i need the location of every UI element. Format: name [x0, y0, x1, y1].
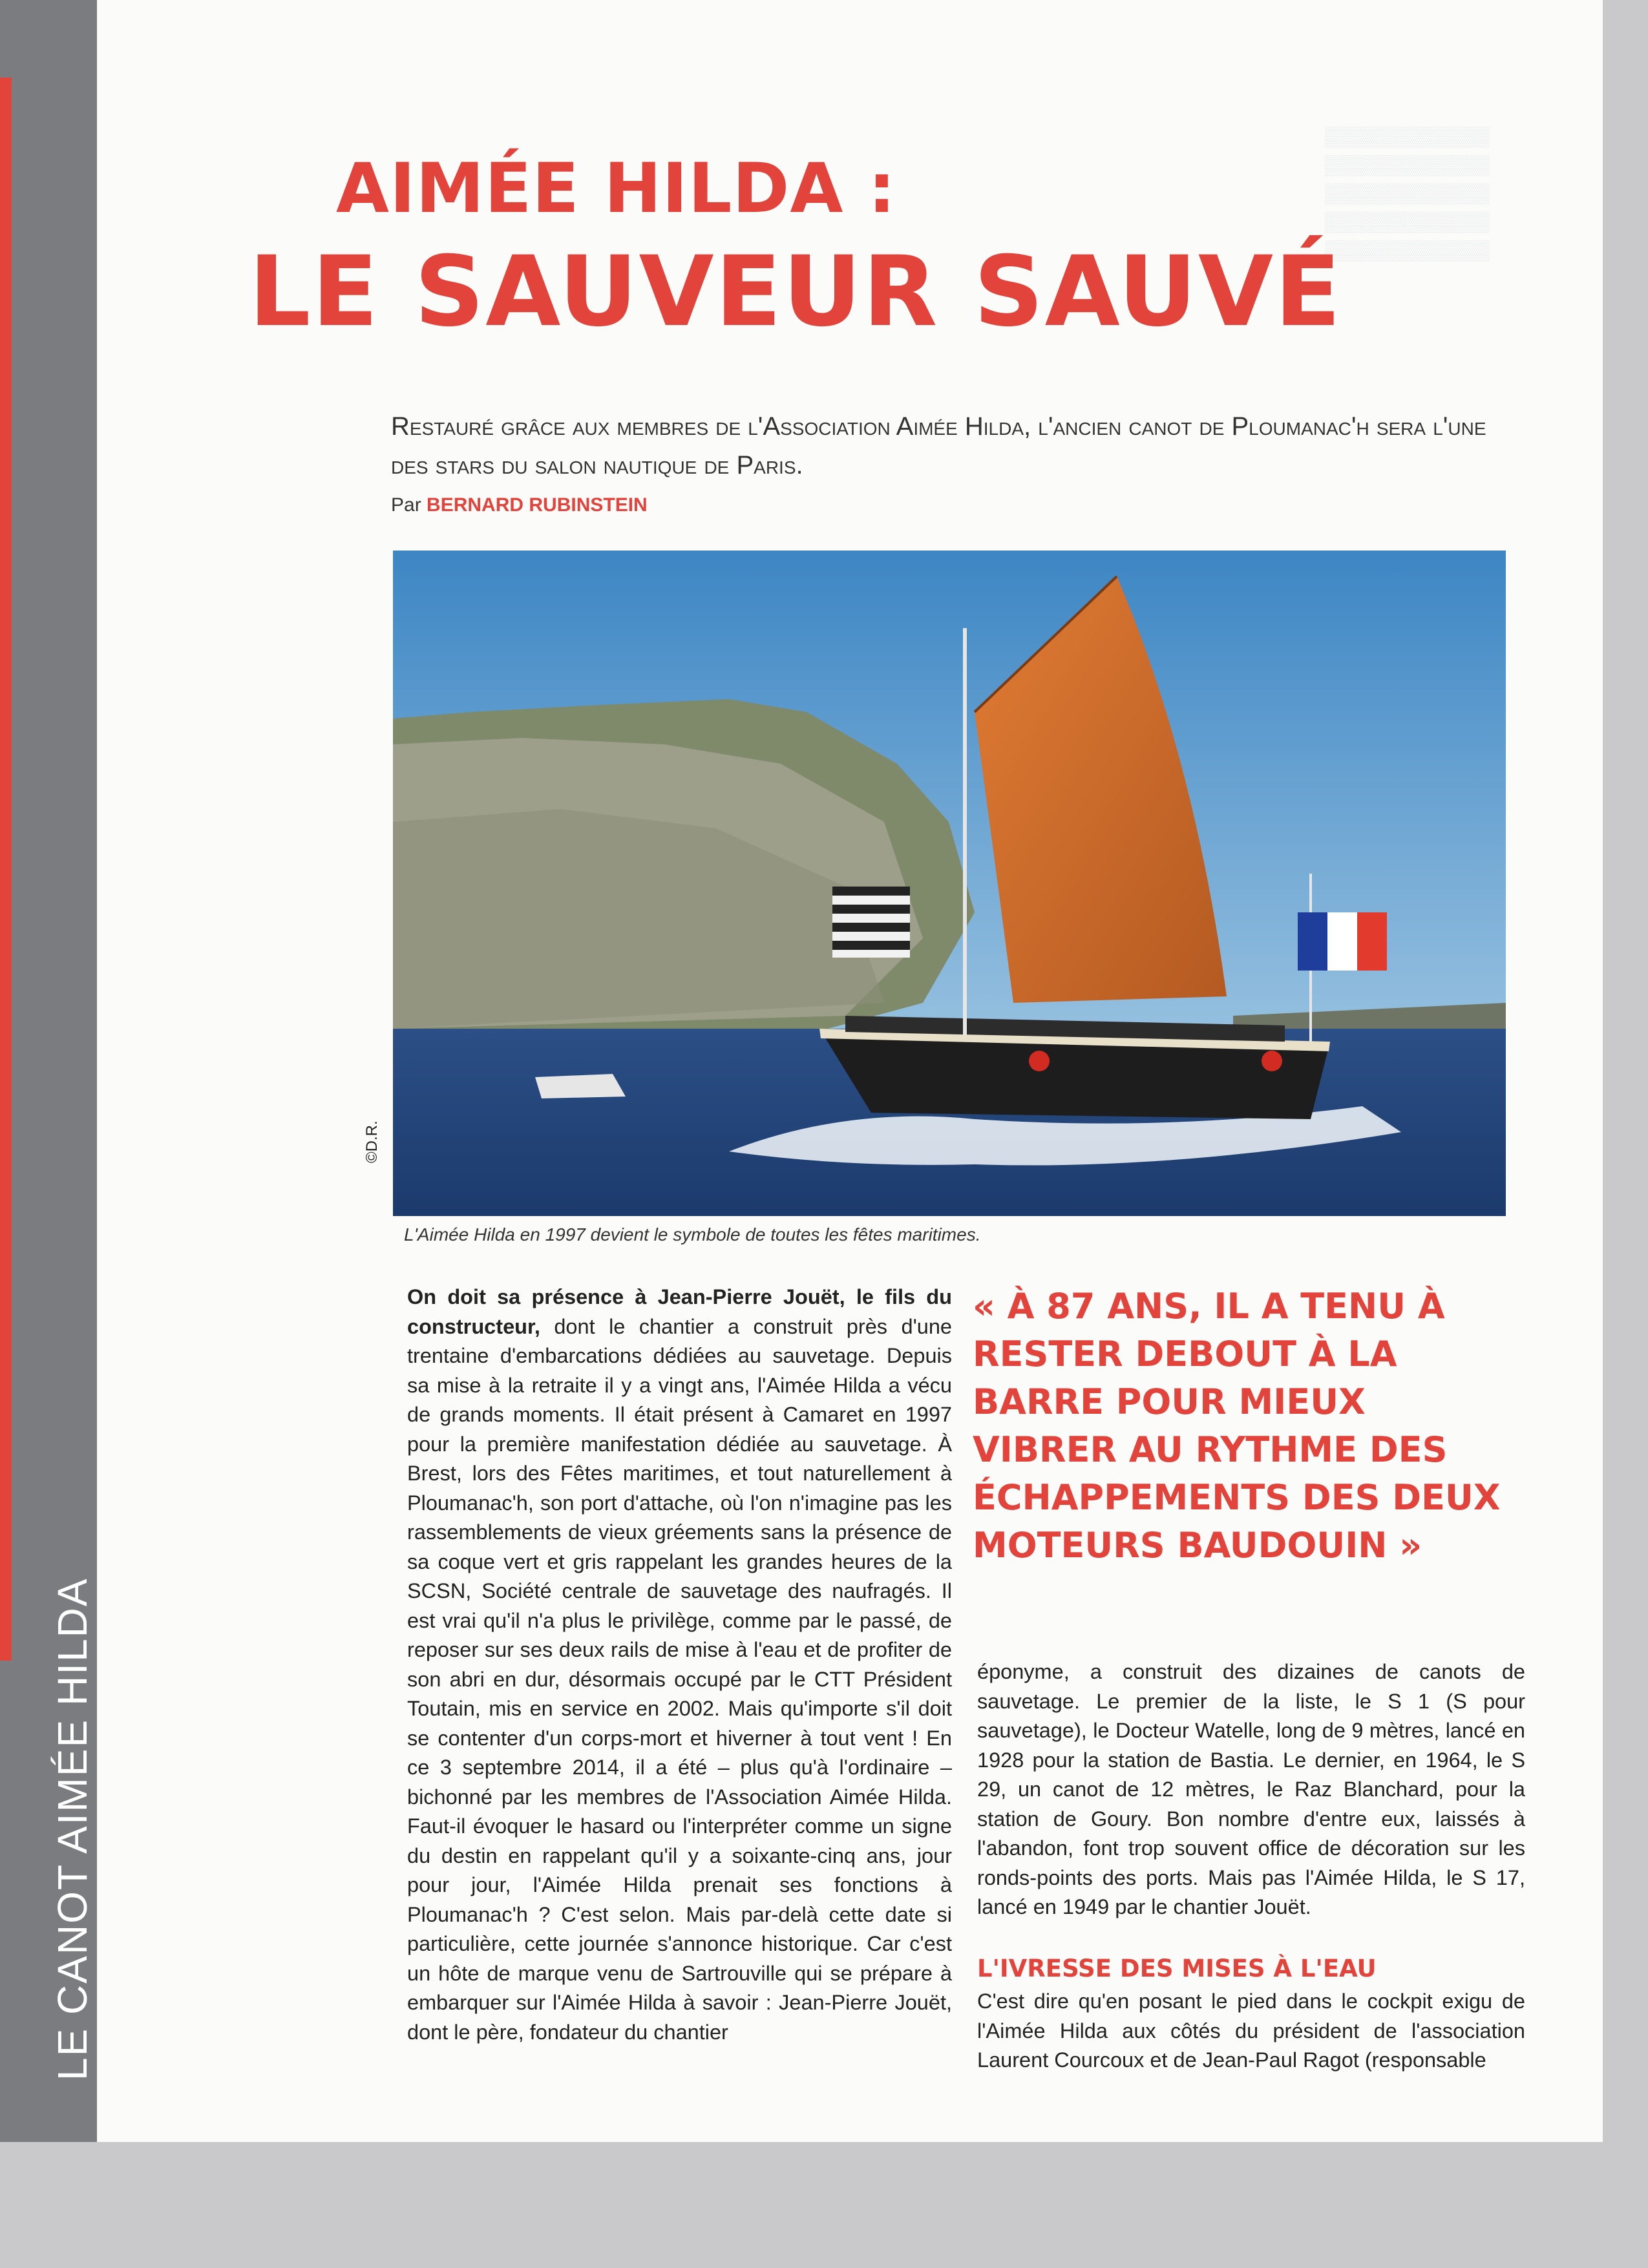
- pull-quote: « À 87 ANS, IL A TENU À RESTER DEBOUT À LA BARRE POUR MIEUX VIBRER AU RYTHME DES ÉCHAPPEMENTS DES DEUX MOTEURS BAUDOUIN »: [973, 1286, 1501, 1566]
- body-text-2: éponyme, a construit des dizaines de canots de sauvetage. Le premier de la liste, le S 1 (S pour sauvetage), le Docteur Watelle, long de 9 mètres, lancé en 1928 pour la station de Bastia. Le dernier, en 1964, le S 29, un canot de 12 mètres, le Raz Blanchard, pour la station de Goury. Bon nombre d'entre eux, laissés à l'abandon, font trop souvent office de décoration sur les ronds-points des ports. Mais pas l'Aimée Hilda, le S 17, lancé en 1949 par le chantier Jouët.: [977, 1660, 1525, 1918]
- sailboat-photo: [393, 551, 1506, 1216]
- byline-prefix: Par: [391, 494, 421, 516]
- byline-author: BERNARD RUBINSTEIN: [427, 494, 648, 516]
- lead-bold: On doit sa présence à Jean-Pierre Jouët, le fils du constructeur,: [407, 1285, 952, 1338]
- accent-tab: [0, 78, 12, 1661]
- section-subhead: L'IVRESSE DES MISES À L'EAU: [977, 1955, 1377, 1982]
- title-line-1: AIMÉE HILDA :: [336, 149, 896, 228]
- body-text-3: C'est dire qu'en posant le pied dans le cockpit exigu de l'Aimée Hilda aux côtés du président de l'association Laurent Courcoux et de Jean-Paul Ragot (responsable: [977, 1990, 1525, 2072]
- body-column-3: [977, 1987, 1525, 2075]
- title-line-2: LE SAUVEUR SAUVÉ: [249, 236, 1342, 348]
- photo-credit: ©D.R.: [363, 1120, 381, 1163]
- body-column-2: [977, 1657, 1525, 1922]
- body-text-1: dont le chantier a construit près d'une trentaine d'embarcations dédiées au sauvetage. Depuis sa mise à la retraite il y a vingt ans, l'Aimée Hilda a vécu de grands moments. Il était présent à Camaret en 1997 pour la première manifestation dédiée au sauvetage. À Brest, lors des Fêtes maritimes, et tout naturellement à Ploumanac'h, son port d'attache, où l'on n'imagine pas les rassemblements de vieux gréements sans la présence de sa coque vert et gris rappelant les grandes heures de la SCSN, Société centrale de sauvetage des naufragés. Il est vrai qu'il n'a plus le privilège, comme par le passé, de reposer sur ses deux rails de mise à l'eau et de profiter de son abri en dur, désormais occupé par le CTT Président Toutain, mis en service en 2002. Mais qu'importe s'il doit se contenter d'un corps-mort et hiverner à tout vent ! En ce 3 septembre 2014, il a été – plus qu'à l'ordinaire – bichonné par les membres de l'Association Aimée Hilda. Faut-il évoquer le hasard ou l'interpréter comme un signe du destin en rappelant qu'il y a soixante-cinq ans, jour pour jour, l'Aimée Hilda prenait ses fonctions à Ploumanac'h ? C'est selon. Mais par-delà cette date si particulière, cette journée s'annonce historique. Car c'est un hôte de marque venu de Sartrouville qui se prépare à embarquer sur l'Aimée Hilda à savoir : Jean-Pierre Jouët, dont le père, fondateur du chantier: [407, 1314, 952, 2044]
- body-column-1: [407, 1283, 952, 2047]
- section-label: LE CANOT AIMÉE HILDA: [49, 1577, 96, 2081]
- photo-caption: L'Aimée Hilda en 1997 devient le symbole de toutes les fêtes maritimes.: [404, 1224, 981, 1244]
- section-sidebar: [0, 0, 97, 2142]
- byline: [391, 494, 648, 516]
- deck-text: Restauré grâce aux membres de l'Association Aimée Hilda, l'ancien canot de Ploumanac'h sera l'une des stars du salon nautique de Paris.: [391, 412, 1486, 479]
- show-through-text: ▒▒▒▒▒▒▒▒▒▒▒▒ ▒▒▒▒▒▒▒▒▒▒▒▒ ▒▒▒▒▒▒▒▒▒▒▒▒ ▒▒▒▒▒▒▒▒▒▒▒▒ ▒▒▒▒▒▒▒▒▒▒▒▒: [1325, 126, 1490, 261]
